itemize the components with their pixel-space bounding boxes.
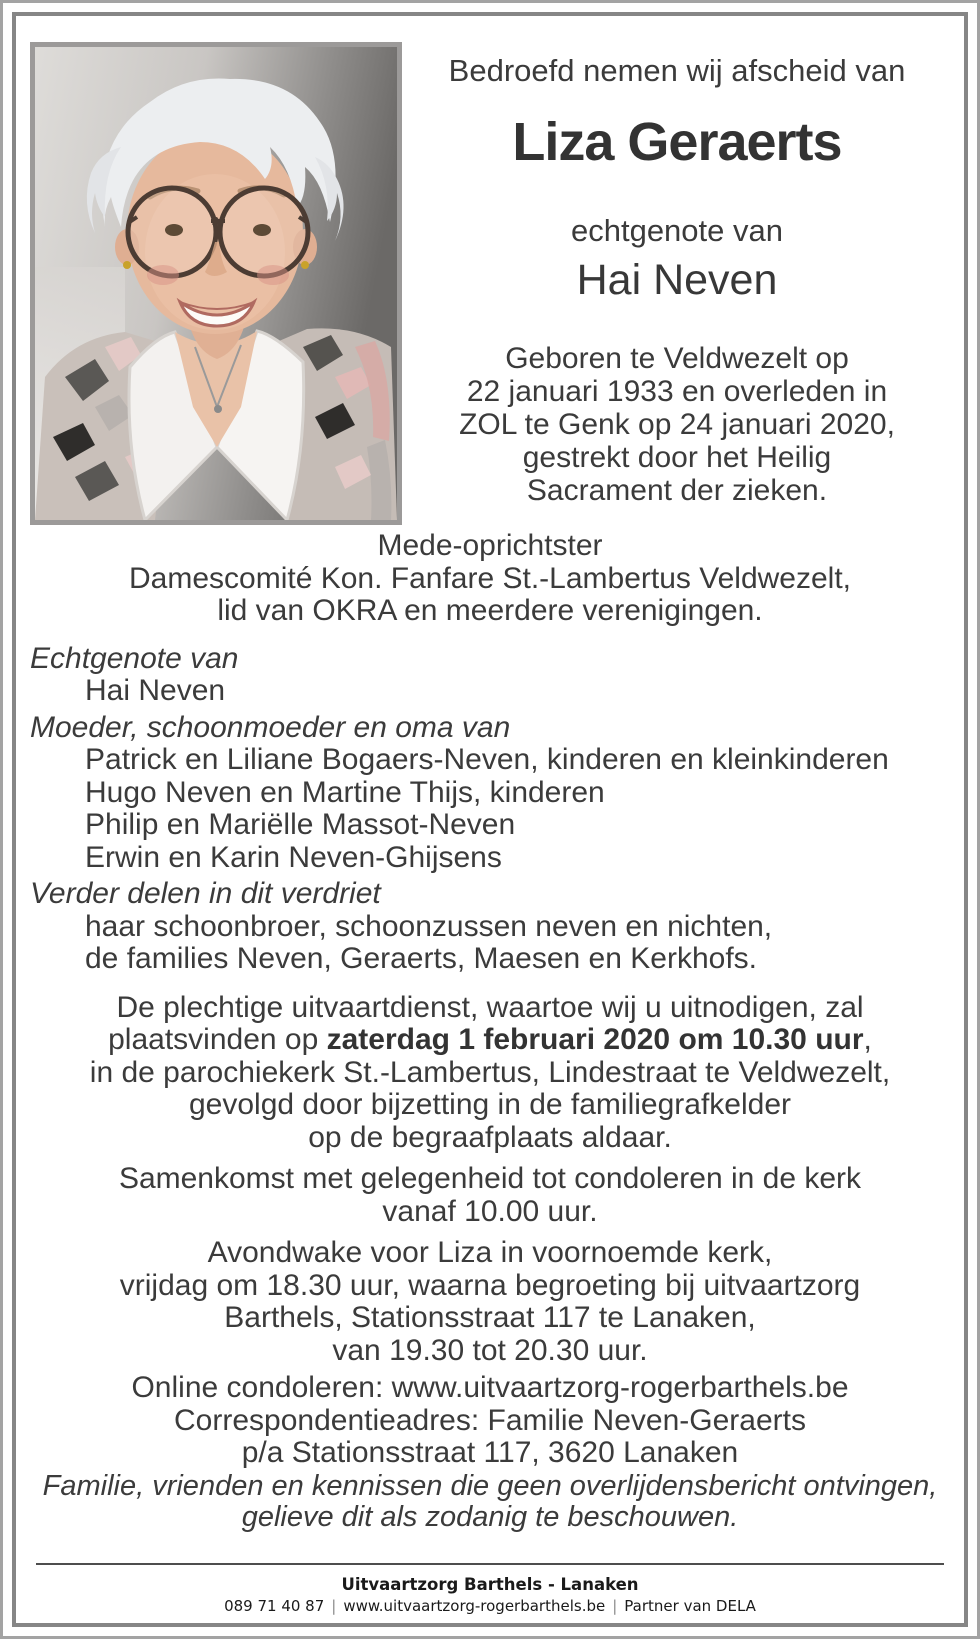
life-dates bbox=[402, 342, 952, 507]
funeral-line-pre: plaatsvinden op bbox=[108, 1023, 327, 1056]
membership-line: Mede-oprichtster bbox=[377, 529, 603, 562]
contact-line: p/a Stationsstraat 117, 3620 Lanaken bbox=[241, 1436, 739, 1469]
header-section bbox=[28, 42, 952, 525]
portrait-photo bbox=[35, 47, 397, 520]
family-member: Hai Neven bbox=[85, 674, 226, 707]
headline-column bbox=[402, 42, 952, 525]
membership-line: Damescomité Kon. Fanfare St.-Lambertus Veldwezelt, bbox=[129, 561, 851, 595]
footer-company: Uitvaartzorg Barthels - Lanaken bbox=[341, 1575, 639, 1594]
footer-partner: Partner van DELA bbox=[624, 1597, 756, 1615]
funeral-paragraph bbox=[28, 992, 952, 1155]
notice-line: gelieve dit als zodanig te beschouwen. bbox=[241, 1500, 739, 1533]
funeral-line bbox=[28, 1024, 952, 1057]
life-dates-line: Sacrament der zieken. bbox=[526, 474, 828, 507]
contact-line: Correspondentieadres: Familie Neven-Geraerts bbox=[174, 1403, 806, 1437]
intro-line: Bedroefd nemen wij afscheid van bbox=[448, 53, 906, 88]
gathering-paragraph bbox=[28, 1163, 952, 1228]
gathering-line: Samenkomst met gelegenheid tot condoleren in de kerk bbox=[118, 1162, 862, 1195]
family-member: Erwin en Karin Neven-Ghijsens bbox=[85, 840, 502, 874]
family-section-header: Echtgenote van bbox=[30, 641, 239, 675]
notice-line: Familie, vrienden en kennissen die geen overlijdensbericht ontvingen, bbox=[42, 1469, 938, 1502]
contact-paragraph bbox=[28, 1372, 952, 1470]
funeral-line: in de parochiekerk St.-Lambertus, Lindestraat te Veldwezelt, bbox=[89, 1055, 891, 1089]
life-dates-line: gestrekt door het Heilig bbox=[522, 441, 832, 474]
relation-label: echtgenote van bbox=[570, 213, 783, 248]
family-section bbox=[28, 878, 952, 976]
photo-frame bbox=[30, 42, 402, 525]
family-member: Patrick en Liliane Bogaers-Neven, kinderen en kleinkinderen bbox=[85, 743, 889, 776]
funeral-date-bold: zaterdag 1 februari 2020 om 10.30 uur bbox=[326, 1023, 864, 1056]
notice-paragraph bbox=[28, 1471, 952, 1533]
family-section-header: Verder delen in dit verdriet bbox=[30, 877, 381, 910]
memberships bbox=[28, 530, 952, 628]
family-section bbox=[28, 712, 952, 875]
funeral-line: op de begraafplaats aldaar. bbox=[308, 1120, 672, 1154]
pipe-separator: | bbox=[612, 1597, 618, 1615]
footer-phone: 089 71 40 87 bbox=[224, 1597, 325, 1615]
family-member: Hugo Neven en Martine Thijs, kinderen bbox=[85, 775, 605, 809]
family-list bbox=[28, 643, 952, 976]
page-inner-frame bbox=[12, 12, 968, 1627]
family-members bbox=[28, 911, 952, 976]
family-section-header: Moeder, schoonmoeder en oma van bbox=[30, 710, 511, 744]
funeral-line: gevolgd door bijzetting in de familiegrafkelder bbox=[188, 1088, 792, 1121]
wake-line: Avondwake voor Liza in voornoemde kerk, bbox=[207, 1236, 773, 1269]
footer-website: www.uitvaartzorg-rogerbarthels.be bbox=[343, 1597, 606, 1615]
footer-divider bbox=[36, 1563, 944, 1565]
family-members bbox=[28, 675, 952, 708]
life-dates-line: 22 januari 1933 en overleden in bbox=[466, 375, 888, 408]
spouse-name: Hai Neven bbox=[576, 256, 778, 304]
contact-line: Online condoleren: www.uitvaartzorg-rogerbarthels.be bbox=[131, 1371, 849, 1404]
family-member: haar schoonbroer, schoonzussen neven en nichten, bbox=[85, 909, 773, 943]
wake-paragraph bbox=[28, 1237, 952, 1367]
pipe-separator: | bbox=[331, 1597, 337, 1615]
footer-info bbox=[36, 1596, 944, 1616]
membership-line: lid van OKRA en meerdere verenigingen. bbox=[217, 594, 763, 627]
family-member: Philip en Mariëlle Massot-Neven bbox=[85, 808, 516, 841]
wake-line: van 19.30 tot 20.30 uur. bbox=[332, 1333, 648, 1367]
life-dates-line: Geboren te Veldwezelt op bbox=[505, 342, 849, 375]
deceased-name: Liza Geraerts bbox=[512, 112, 842, 172]
footer bbox=[36, 1563, 944, 1616]
life-dates-line: ZOL te Genk op 24 januari 2020, bbox=[459, 408, 895, 441]
family-members bbox=[28, 744, 952, 874]
family-section bbox=[28, 643, 952, 708]
funeral-line: De plechtige uitvaartdienst, waartoe wij u uitnodigen, zal bbox=[116, 990, 864, 1024]
wake-line: Barthels, Stationsstraat 117 te Lanaken, bbox=[224, 1301, 756, 1334]
family-member: de families Neven, Geraerts, Maesen en Kerkhofs. bbox=[85, 942, 757, 975]
gathering-line: vanaf 10.00 uur. bbox=[382, 1194, 598, 1228]
wake-line: vrijdag om 18.30 uur, waarna begroeting bij uitvaartzorg bbox=[119, 1268, 861, 1302]
funeral-line-post: , bbox=[863, 1023, 872, 1056]
